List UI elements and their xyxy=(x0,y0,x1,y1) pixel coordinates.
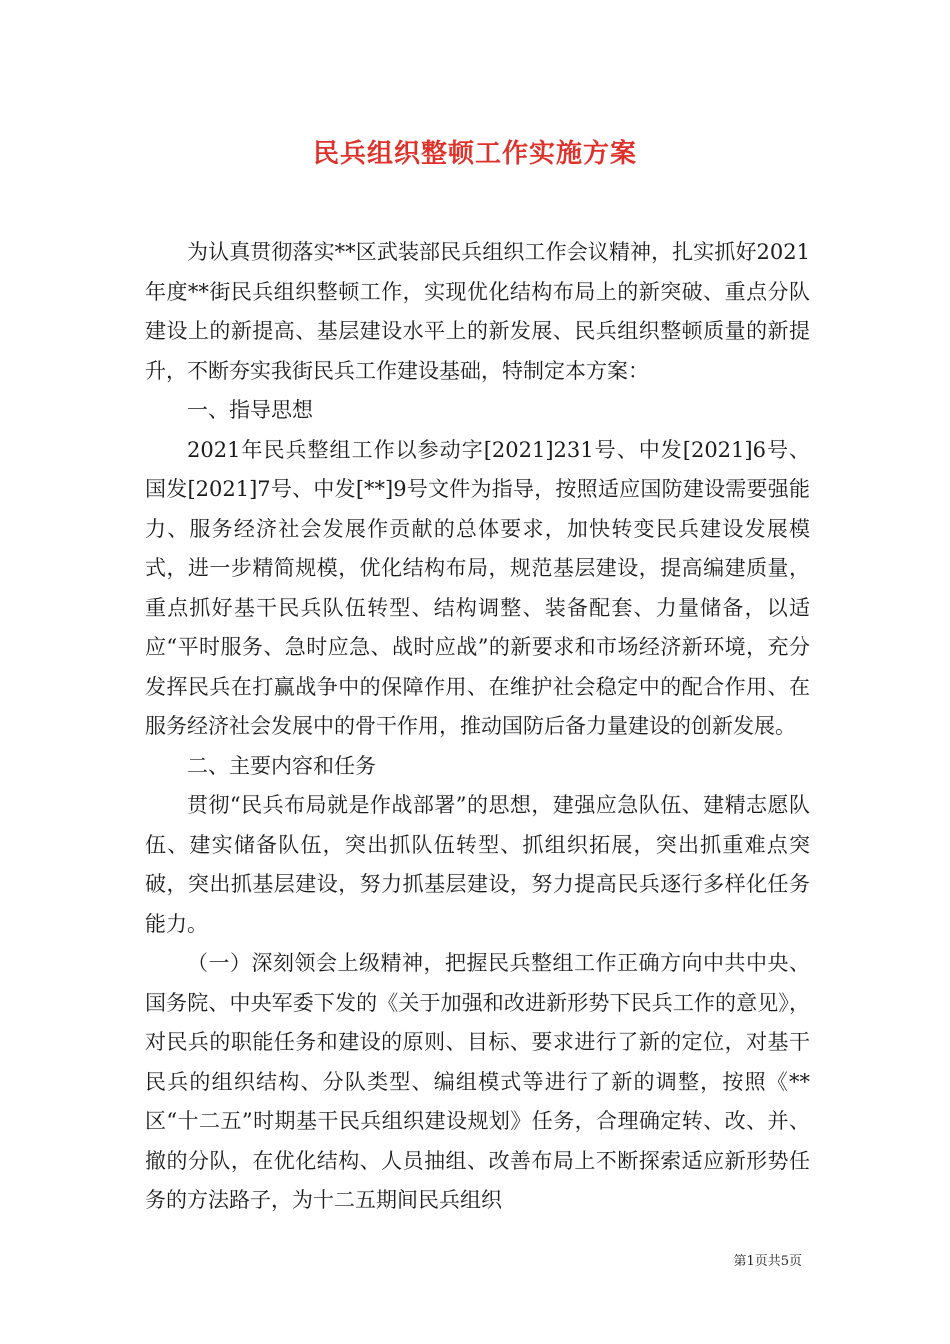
section-heading-guiding-ideology: 一、指导思想 xyxy=(187,398,313,422)
document-body xyxy=(145,233,810,1221)
intro-paragraph: 为认真贯彻落实**区武装部民兵组织工作会议精神，扎实抓好2021年度**街民兵组织整顿工作，实现优化结构布局上的新突破、重点分队建设上的新提高、基层建设水平上的新发展、民兵组织整顿质量的新提升，不断夯实我街民兵工作建设基础，特制定本方案： xyxy=(145,240,810,383)
main-content-paragraph: 贯彻“民兵布局就是作战部署”的思想，建强应急队伍、建精志愿队伍、建实储备队伍，突出抓队伍转型、抓组织拓展，突出抓重难点突破，突出抓基层建设，努力抓基层建设，努力提高民兵逐行多样化任务能力。 xyxy=(145,793,810,936)
section-heading-main-content: 二、主要内容和任务 xyxy=(187,753,376,778)
document-title: 民兵组织整顿工作实施方案 xyxy=(312,139,637,169)
subsection-one-paragraph: （一）深刻领会上级精神，把握民兵整组工作正确方向中共中央、国务院、中央军委下发的《关于加强和改进新形势下民兵工作的意见》，对民兵的职能任务和建设的原则、目标、要求进行了新的定位，对基干民兵的组织结构、分队类型、编组模式等进行了新的调整，按照《**区“十二五”时期基干民兵组织建设规划》任务，合理确定转、改、并、撤的分队，在优化结构、人员抽组、改善布局上不断探索适应新形势任务的方法路子，为十二五期间民兵组织 xyxy=(145,951,810,1212)
page-number: 第1页共5页 xyxy=(733,1254,802,1269)
guiding-ideology-paragraph: 2021年民兵整组工作以参动字[2021]231号、中发[2021]6号、国发[2021]7号、中发[**]9号文件为指导，按照适应国防建设需要强能力、服务经济社会发展作贡献的总体要求，加快转变民兵建设发展模式，进一步精简规模，优化结构布局，规范基层建设，提高编建质量，重点抓好基干民兵队伍转型、结构调整、装备配套、力量储备，以适应“平时服务、急时应急、战时应战”的新要求和市场经济新环境，充分发挥民兵在打赢战争中的保障作用、在维护社会稳定中的配合作用、在服务经济社会发展中的骨干作用，推动国防后备力量建设的创新发展。 xyxy=(145,437,810,738)
